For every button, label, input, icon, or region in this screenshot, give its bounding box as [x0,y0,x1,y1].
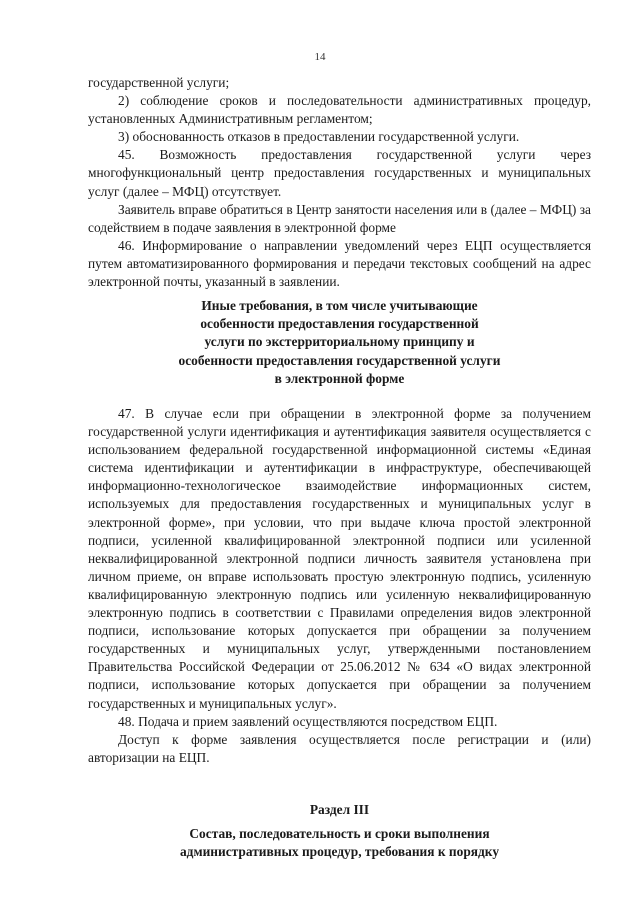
heading-line: особенности предоставления государственной услуги [178,352,501,368]
paragraph-46: 46. Информирование о направлении уведомлений через ЕЦП осуществляется путем автоматизированного формирования и передачи текстовых сообщений на адрес электронной почты, указанный в заявлении. [88,237,591,290]
paragraph-applicant: Заявитель вправе обратиться в Центр занятости населения или в (далее – МФЦ) за содействием в подаче заявления в электронной форме [88,201,591,235]
paragraph-item-3: 3) обоснованность отказов в предоставлении государственной услуги. [118,129,520,145]
section-heading-other-requirements [88,297,591,388]
page-number: 14 [314,51,326,63]
heading-line: Иные требования, в том числе учитывающие [201,298,478,313]
paragraph-item-2: 2) соблюдение сроков и последовательности административных процедур, установленных Административным регламентом; [88,93,591,127]
heading-line: особенности предоставления государственной [200,316,479,332]
heading-line: услуги по экстерриториальному принципу и [204,334,475,350]
text-block-main [88,405,591,767]
heading-line: административных процедур, требования к порядку [179,844,500,860]
heading-line: в электронной форме [274,370,405,386]
paragraph-45: 45. Возможность предоставления государственной услуги через многофункциональный центр предоставления государственных и муниципальных услуг (далее – МФЦ) отсутствует. [88,147,591,199]
paragraph-47: 47. В случае если при обращении в электронной форме за получением государственной услуги идентификация и аутентификация заявителя осуществляется с использованием федеральной государственной информационной системы «Единая система идентификации и аутентификации в инфраструктуре, обеспечивающей информационно-технологическое взаимодействие информационных систем, используемых для предоставления государственных и муниципальных услуг в электронной форме», при условии, что при выдаче ключа простой электронной подписи, усиленной квалифицированной электронной подписи или усиленной неквалифицированной электронной подписи личность заявителя установлена при личном приеме, он вправе использовать простую электронную подпись, усиленную квалифицированную электронную подпись или усиленную неквалифицированную электронную подпись в соответствии с Правилами определения видов электронной подписи, использование которых допускается при обращении за получением государственных и муниципальных услуг, утвержденными постановлением Правительства Российской Федерации от 25.06.2012 № 634 «О видах электронной подписи, использование которых допускается при обращении за получением государственных и муниципальных услуг». [88,406,591,711]
paragraph-48: 48. Подача и прием заявлений осуществляются посредством ЕЦП. [118,713,498,729]
text-block-top [88,74,591,291]
paragraph-continuation: государственной услуги; [88,75,230,90]
heading-line: Состав, последовательность и сроки выполнения [189,826,490,842]
section-number: Раздел III [309,802,370,817]
section-heading-section-3 [88,801,591,862]
paragraph-access: Доступ к форме заявления осуществляется после регистрации и (или) авторизации на ЕЦП. [88,731,591,765]
